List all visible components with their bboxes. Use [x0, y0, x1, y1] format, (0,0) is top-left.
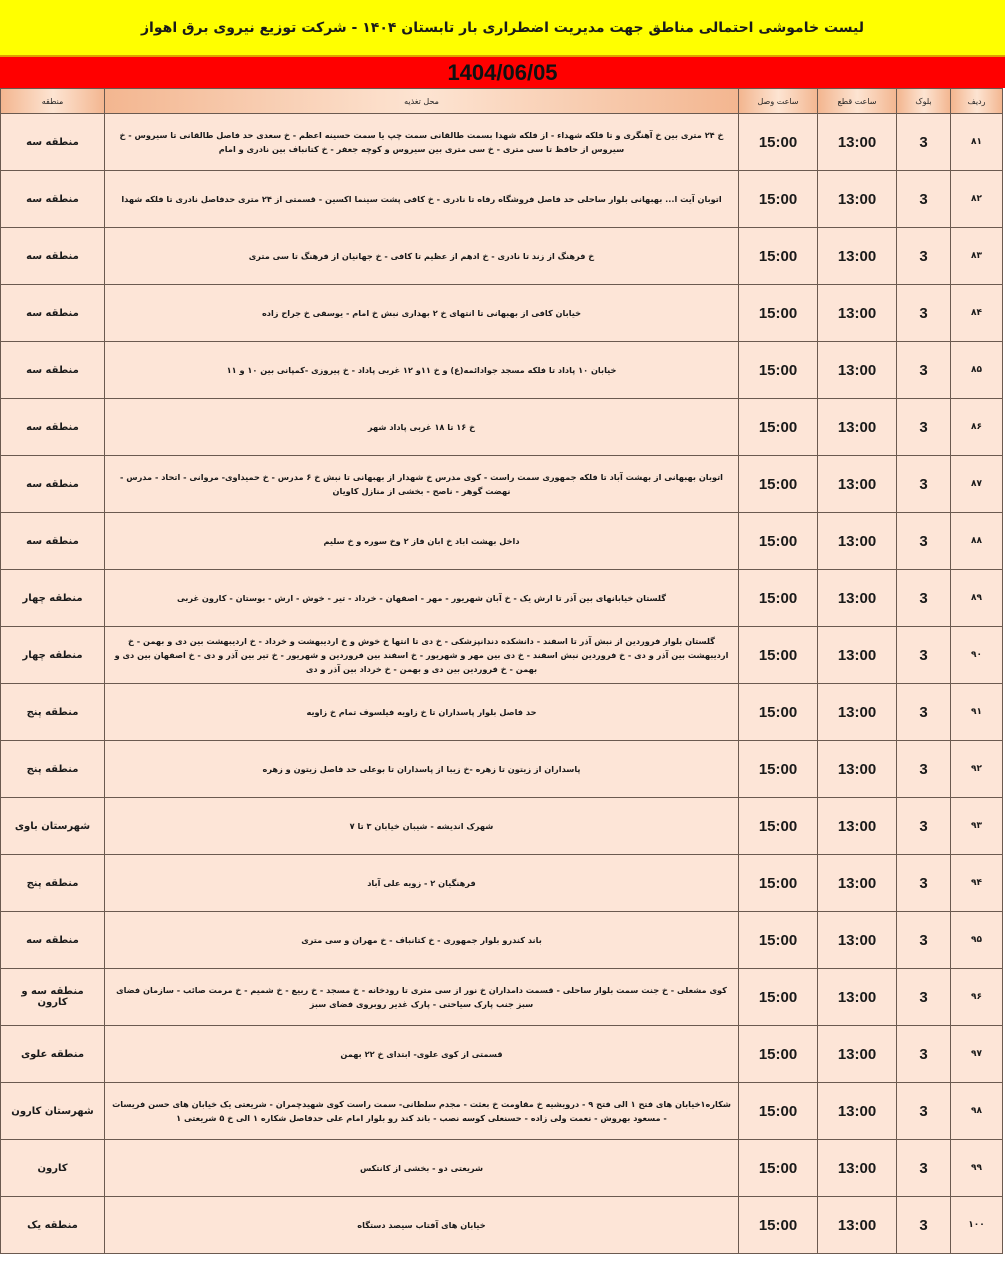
block-cell: 3: [897, 1197, 951, 1254]
table-row: [1, 627, 1003, 684]
block-cell: 3: [897, 855, 951, 912]
block-cell: 3: [897, 912, 951, 969]
region-cell: منطقه سه: [1, 171, 105, 228]
block-cell: 3: [897, 114, 951, 171]
row-number-cell: ۹۵: [951, 912, 1003, 969]
region-cell: منطقه سه: [1, 912, 105, 969]
block-cell: 3: [897, 171, 951, 228]
table-row: [1, 342, 1003, 399]
cut-time-cell: 13:00: [818, 399, 897, 456]
block-cell: 3: [897, 513, 951, 570]
reconnect-time-cell: 15:00: [739, 342, 818, 399]
cut-time-cell: 13:00: [818, 1197, 897, 1254]
row-number-cell: ۹۳: [951, 798, 1003, 855]
table-header-row: [1, 89, 1003, 114]
date-bar: [0, 57, 1005, 88]
reconnect-time-cell: 15:00: [739, 513, 818, 570]
row-number-cell: ۹۴: [951, 855, 1003, 912]
table-row: [1, 1197, 1003, 1254]
region-cell: منطقه چهار: [1, 570, 105, 627]
cut-time-cell: 13:00: [818, 741, 897, 798]
table-row: [1, 1083, 1003, 1140]
block-cell: 3: [897, 228, 951, 285]
row-number-cell: ۸۴: [951, 285, 1003, 342]
region-cell: کارون: [1, 1140, 105, 1197]
region-cell: منطقه سه و کارون: [1, 969, 105, 1026]
block-cell: 3: [897, 285, 951, 342]
feed-location-cell: شریعتی دو - بخشی از کانتکس: [105, 1140, 739, 1197]
region-cell: شهرستان کارون: [1, 1083, 105, 1140]
reconnect-time-cell: 15:00: [739, 1026, 818, 1083]
row-number-cell: ۹۶: [951, 969, 1003, 1026]
table-row: [1, 456, 1003, 513]
table-row: [1, 684, 1003, 741]
cut-time-cell: 13:00: [818, 228, 897, 285]
feed-location-cell: گلستان خیابانهای بین آذر تا ارش یک - خ آبان شهریور - مهر - اصفهان - خرداد - تیر - خوش - ارش - بوستان - کارون غربی: [105, 570, 739, 627]
reconnect-time-cell: 15:00: [739, 798, 818, 855]
cut-time-cell: 13:00: [818, 855, 897, 912]
cut-time-cell: 13:00: [818, 1026, 897, 1083]
region-cell: منطقه سه: [1, 456, 105, 513]
column-header-row: ردیف: [951, 89, 1003, 114]
reconnect-time-cell: 15:00: [739, 228, 818, 285]
table-row: [1, 969, 1003, 1026]
block-cell: 3: [897, 684, 951, 741]
region-cell: شهرستان باوی: [1, 798, 105, 855]
feed-location-cell: اتوبان آیت ا... بهبهانی بلوار ساحلی حد فاصل فروشگاه رفاه تا نادری - خ کافی پشت سینما اکسین - قسمتی از ۲۴ متری حدفاصل نادری تا فلکه شهدا: [105, 171, 739, 228]
feed-location-cell: خ ۱۶ تا ۱۸ غربی پاداد شهر: [105, 399, 739, 456]
cut-time-cell: 13:00: [818, 627, 897, 684]
region-cell: منطقه پنج: [1, 684, 105, 741]
reconnect-time-cell: 15:00: [739, 456, 818, 513]
block-cell: 3: [897, 1026, 951, 1083]
reconnect-time-cell: 15:00: [739, 114, 818, 171]
feed-location-cell: خیابان های آفتاب سیصد دستگاه: [105, 1197, 739, 1254]
cut-time-cell: 13:00: [818, 969, 897, 1026]
table-row: [1, 570, 1003, 627]
row-number-cell: ۹۰: [951, 627, 1003, 684]
schedule-date: 1404/06/05: [447, 59, 558, 85]
feed-location-cell: فرهنگیان ۲ - زویه علی آباد: [105, 855, 739, 912]
feed-location-cell: اتوبان بهبهانی از بهشت آباد تا فلکه جمهوری سمت راست - کوی مدرس خ شهدار از بهبهانی تا نبش خ ۶ مدرس - خ حمیداوی- مروانی - اتحاد - مدرس - نهضت گوهر - ناصح - بخشی از منازل کاویان: [105, 456, 739, 513]
region-cell: منطقه سه: [1, 228, 105, 285]
region-cell: منطقه یک: [1, 1197, 105, 1254]
row-number-cell: ۹۸: [951, 1083, 1003, 1140]
block-cell: 3: [897, 741, 951, 798]
block-cell: 3: [897, 456, 951, 513]
row-number-cell: ۹۲: [951, 741, 1003, 798]
row-number-cell: ۸۵: [951, 342, 1003, 399]
row-number-cell: ۹۱: [951, 684, 1003, 741]
region-cell: منطقه سه: [1, 399, 105, 456]
feed-location-cell: خیابان ۱۰ پاداد تا فلکه مسجد جوادائمه(ع) و خ ۱۱و ۱۲ غربی پاداد - خ پیروزی -کمپانی بین ۱۰ و ۱۱: [105, 342, 739, 399]
block-cell: 3: [897, 342, 951, 399]
row-number-cell: ۸۳: [951, 228, 1003, 285]
feed-location-cell: داخل بهشت اباد خ ابان فاز ۲ وخ سوره و خ سلیم: [105, 513, 739, 570]
reconnect-time-cell: 15:00: [739, 285, 818, 342]
cut-time-cell: 13:00: [818, 342, 897, 399]
outage-table: [0, 88, 1003, 1254]
cut-time-cell: 13:00: [818, 912, 897, 969]
cut-time-cell: 13:00: [818, 798, 897, 855]
cut-time-cell: 13:00: [818, 684, 897, 741]
table-row: [1, 741, 1003, 798]
reconnect-time-cell: 15:00: [739, 1197, 818, 1254]
title-banner: [0, 0, 1005, 57]
row-number-cell: ۹۷: [951, 1026, 1003, 1083]
table-row: [1, 513, 1003, 570]
column-header-feed-location: محل تغذیه: [105, 89, 739, 114]
row-number-cell: ۸۶: [951, 399, 1003, 456]
column-header-block: بلوک: [897, 89, 951, 114]
feed-location-cell: قسمتی از کوی علوی- ابتدای خ ۲۲ بهمن: [105, 1026, 739, 1083]
reconnect-time-cell: 15:00: [739, 684, 818, 741]
feed-location-cell: کوی مشعلی - خ جنت سمت بلوار ساحلی - قسمت دامداران خ نور از سی متری تا رودخانه - خ مسجد - خ ربیع - خ شمیم - خ مرمت صائب - سازمان فضای سبز جنب پارک سیاحتی - پارک غدیر روبروی فضای سبز: [105, 969, 739, 1026]
table-row: [1, 114, 1003, 171]
table-row: [1, 1140, 1003, 1197]
block-cell: 3: [897, 969, 951, 1026]
table-row: [1, 912, 1003, 969]
table-row: [1, 1026, 1003, 1083]
reconnect-time-cell: 15:00: [739, 1083, 818, 1140]
block-cell: 3: [897, 570, 951, 627]
region-cell: منطقه سه: [1, 342, 105, 399]
table-row: [1, 285, 1003, 342]
reconnect-time-cell: 15:00: [739, 171, 818, 228]
feed-location-cell: خ ۲۴ متری بین خ آهنگری و تا فلکه شهداء - از فلکه شهدا بسمت طالقانی سمت چپ یا سمت حسینه اعظم - خ سعدی حد فاصل طالقانی تا سیروس - خ سیروس از حافظ تا سی متری - خ سی متری بین سیروس و کوچه جعفر - خ کتانباف بین نادری و امام: [105, 114, 739, 171]
feed-location-cell: پاسداران از زیتون تا زهره -خ زیبا از پاسداران تا بوعلی حد فاصل زیتون و زهره: [105, 741, 739, 798]
cut-time-cell: 13:00: [818, 114, 897, 171]
reconnect-time-cell: 15:00: [739, 855, 818, 912]
region-cell: منطقه علوی: [1, 1026, 105, 1083]
feed-location-cell: شکاره۱خیابان های فتح ۱ الی فتح ۹ - درویشیه خ مقاومت خ بعثت - مجدم سلطانی- سمت راست کوی شهیدچمران - شریعتی یک خیابان های حسن فریسات - مسعود بهروش - نعمت ولی زاده - حسنعلی کوسه نصب - باند کند رو بلوار امام علی حدفاصل شکاره ۱ الی خ ۵ شریعتی ۱: [105, 1083, 739, 1140]
cut-time-cell: 13:00: [818, 570, 897, 627]
region-cell: منطقه پنج: [1, 741, 105, 798]
feed-location-cell: گلستان بلوار فروردین از نبش آذر تا اسفند - دانشکده دندانپزشکی - خ دی تا انتها خ خوش و خ اردیبهشت و خرداد - خ اردیبهشت بین دی و بهمن - خ اردیبهشت بین آذر و دی - خ فروردین نبش اسفند - خ دی بین مهر و شهریور - خ اسفند بین فروردین و شهریور - خ تیر بین آذر و دی - خ اصفهان بین دی و بهمن - خ فروردین بین دی و بهمن - خ خرداد بین آذر و دی: [105, 627, 739, 684]
row-number-cell: ۸۸: [951, 513, 1003, 570]
table-body: [1, 114, 1003, 1254]
table-row: [1, 171, 1003, 228]
block-cell: 3: [897, 1140, 951, 1197]
row-number-cell: ۸۹: [951, 570, 1003, 627]
cut-time-cell: 13:00: [818, 171, 897, 228]
column-header-region: منطقه: [1, 89, 105, 114]
feed-location-cell: حد فاصل بلوار پاسداران تا خ زاویه فیلسوف تمام خ زاویه: [105, 684, 739, 741]
row-number-cell: ۸۷: [951, 456, 1003, 513]
reconnect-time-cell: 15:00: [739, 627, 818, 684]
feed-location-cell: باند کندرو بلوار جمهوری - خ کتانباف - خ مهران و سی متری: [105, 912, 739, 969]
reconnect-time-cell: 15:00: [739, 399, 818, 456]
reconnect-time-cell: 15:00: [739, 741, 818, 798]
cut-time-cell: 13:00: [818, 456, 897, 513]
feed-location-cell: خ فرهنگ از زند تا نادری - خ ادهم از عظیم تا کافی - خ جهانیان از فرهنگ تا سی متری: [105, 228, 739, 285]
region-cell: منطقه سه: [1, 114, 105, 171]
block-cell: 3: [897, 1083, 951, 1140]
row-number-cell: ۸۲: [951, 171, 1003, 228]
region-cell: منطقه چهار: [1, 627, 105, 684]
block-cell: 3: [897, 798, 951, 855]
row-number-cell: ۱۰۰: [951, 1197, 1003, 1254]
row-number-cell: ۹۹: [951, 1140, 1003, 1197]
table-row: [1, 399, 1003, 456]
reconnect-time-cell: 15:00: [739, 912, 818, 969]
column-header-reconnect-time: ساعت وصل: [739, 89, 818, 114]
cut-time-cell: 13:00: [818, 285, 897, 342]
cut-time-cell: 13:00: [818, 513, 897, 570]
table-row: [1, 798, 1003, 855]
column-header-cut-time: ساعت قطع: [818, 89, 897, 114]
page-title: لیست خاموشی احتمالی مناطق جهت مدیریت اضطراری بار تابستان ۱۴۰۴ - شرکت توزیع نیروی برق اهواز: [140, 19, 864, 36]
region-cell: منطقه پنج: [1, 855, 105, 912]
feed-location-cell: خیابان کافی از بهبهانی تا انتهای خ ۲ بهداری نبش خ امام - یوسفی خ جراح زاده: [105, 285, 739, 342]
region-cell: منطقه سه: [1, 285, 105, 342]
block-cell: 3: [897, 627, 951, 684]
region-cell: منطقه سه: [1, 513, 105, 570]
block-cell: 3: [897, 399, 951, 456]
table-row: [1, 855, 1003, 912]
reconnect-time-cell: 15:00: [739, 1140, 818, 1197]
cut-time-cell: 13:00: [818, 1083, 897, 1140]
cut-time-cell: 13:00: [818, 1140, 897, 1197]
table-row: [1, 228, 1003, 285]
reconnect-time-cell: 15:00: [739, 570, 818, 627]
feed-location-cell: شهرک اندیشه - شیبان خیابان ۳ تا ۷: [105, 798, 739, 855]
reconnect-time-cell: 15:00: [739, 969, 818, 1026]
row-number-cell: ۸۱: [951, 114, 1003, 171]
